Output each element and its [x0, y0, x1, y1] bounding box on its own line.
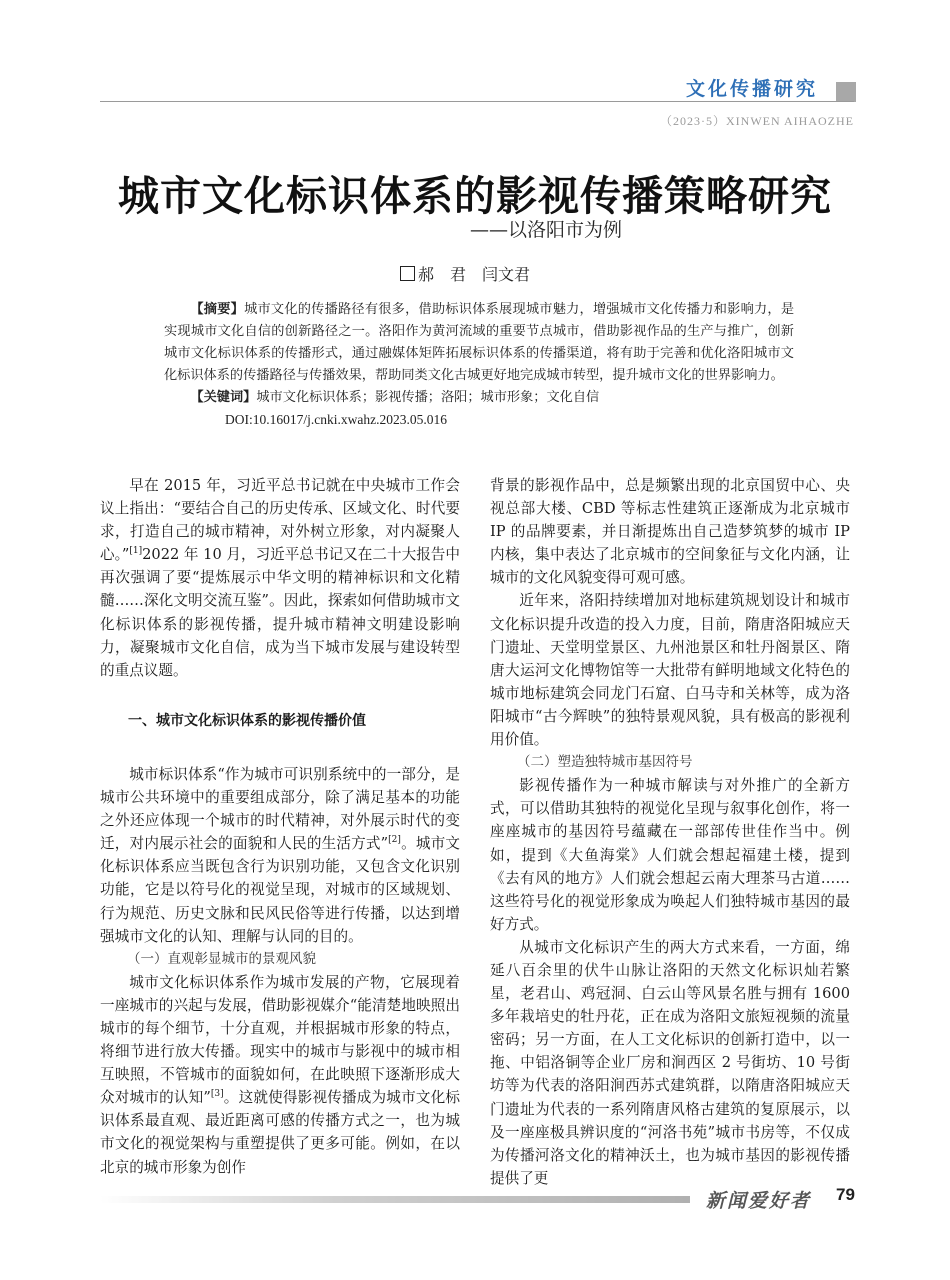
author-box-icon	[400, 266, 415, 281]
paragraph	[100, 474, 460, 682]
abstract-block	[164, 299, 794, 431]
section-heading: 一、城市文化标识体系的影视传播价值	[128, 712, 366, 729]
paragraph: 背景的影视作品中，总是频繁出现的北京国贸中心、央视总部大楼、CBD 等标志性建筑正逐渐成为北京城市 IP 的品牌要素，并日渐提炼出自己造梦筑梦的城市 IP 内核，集中表达了北京城市的空间象征与文化内涵，让城市的文化风貌变得可观可感。	[490, 477, 850, 587]
article-title: 城市文化标识体系的影视传播策略研究	[118, 172, 832, 220]
article-subtitle: ——以洛阳市为例	[470, 219, 623, 241]
citation-ref: [3]	[210, 1089, 224, 1100]
text-run: 。这就使得影视传播成为城市文化标识体系最直观、最近距离可感的传播方式之一，也为城市文化的视觉架构与重塑提供了更多可能。例如，在以北京的城市形象为创作	[100, 1089, 460, 1176]
journal-section-title: 文化传播研究	[685, 78, 818, 100]
paragraph: 从城市文化标识产生的两大方式来看，一方面，绵延八百余里的伏牛山脉让洛阳的天然文化标识灿若繁星，老君山、鸡冠洞、白云山等风景名胜与拥有 1600 多年栽培史的牡丹花，正在成为洛阳文旅短视频的流量密码；另一方面，在人工文化标识的创新打造中，以一拖、中铝洛铜等企业厂房和涧西区 2 号街坊、10 号街坊等为代表的洛阳涧西苏式建筑群，以隋唐洛阳城应天门遗址为代表的一系列隋唐风格古建筑的复原展示，以及一座座极具辨识度的“河洛书苑”城市书房等，不仅成为传播河洛文化的精神沃土，也为城市基因的影视传播提供了更	[490, 938, 850, 1187]
paragraph: 影视传播作为一种城市解读与对外推广的全新方式，可以借助其独特的视觉化呈现与叙事化创作，将一座座城市的基因符号蕴藏在一部部传世佳作当中。例如，提到《大鱼海棠》人们就会想起福建土楼，提到《去有风的地方》人们就会想起云南大理茶马古道……这些符号化的视觉形象成为唤起人们独特城市基因的最好方式。	[490, 777, 850, 933]
paragraph: 近年来，洛阳持续增加对地标建筑规划设计和城市文化标识提升改造的投入力度，目前，隋唐洛阳城应天门遗址、天堂明堂景区、九州池景区和牡丹阁景区、隋唐大运河文化博物馆等一大批带有鲜明地域文化特色的城市地标建筑会同龙门石窟、白马寺和关林等，成为洛阳城市“古今辉映”的独特景观风貌，具有极高的影视利用价值。	[490, 592, 850, 749]
journal-brand: 新闻爱好者	[706, 1190, 812, 1212]
header-square-marker	[836, 82, 856, 102]
author-names: 郝 君 闫文君	[418, 265, 531, 284]
abstract-text: 城市文化的传播路径有很多，借助标识体系展现城市魅力，增强城市文化传播力和影响力，是实现城市文化自信的创新路径之一。洛阳作为黄河流域的重要节点城市，借助影视作品的生产与推广，创新城市文化标识体系的传播形式，通过融媒体矩阵拓展标识体系的传播渠道，将有助于完善和优化洛阳城市文化标识体系的传播路径与传播效果，帮助同类文化古城更好地完成城市转型，提升城市文化的世界影响力。	[164, 302, 795, 383]
page-number: 79	[836, 1185, 855, 1204]
left-column	[100, 474, 460, 1179]
keywords-text: 城市文化标识体系；影视传播；洛阳；城市形象；文化自信	[256, 390, 600, 405]
text-run: 城市文化标识体系作为城市发展的产物，它展现着一座城市的兴起与发展，借助影视媒介“能清楚地映照出城市的每个细节，十分直观，并根据城市形象的特点，将细节进行放大传播。现实中的城市与影视中的城市相互映照，不管城市的面貌如何，在此映照下逐渐形成大众对城市的认知”	[100, 973, 460, 1107]
paragraph	[100, 971, 460, 1179]
keywords-label: 【关键词】	[190, 390, 257, 405]
subsection-heading: （二）塑造独特城市基因符号	[517, 754, 693, 771]
doi: DOI:10.16017/j.cnki.xwahz.2023.05.016	[225, 412, 447, 427]
article-authors	[400, 262, 530, 285]
abstract-paragraph	[164, 299, 794, 387]
keywords-line	[164, 387, 794, 409]
text-run: 2022 年 10 月，习近平总书记又在二十大报告中再次强调了要“提炼展示中华文明的精神标识和文化精髓……深化文明交流互鉴”。因此，探索如何借助城市文化标识体系的影视传播，提升城市精神文明建设影响力，凝聚城市文化自信，成为当下城市发展与建设转型的重点议题。	[100, 546, 460, 679]
citation-ref: [1]	[129, 546, 143, 557]
footer-bar	[100, 1196, 690, 1203]
right-column	[490, 474, 850, 1190]
abstract-label: 【摘要】	[190, 302, 245, 317]
paragraph	[100, 763, 460, 948]
header-divider	[100, 101, 854, 102]
citation-ref: [2]	[388, 835, 401, 846]
text-run: 早在 2015 年，习近平总书记就在中央城市工作会议上指出：“要结合自己的历史传承、区域文化、时代要求，打造自己的城市精神，对外树立形象，对内凝聚人心。”	[100, 477, 460, 564]
text-run: 。城市文化标识体系应当既包含行为识别功能，又包含文化识别功能，它是以符号化的视觉呈现，对城市的区域规划、行为规范、历史文脉和民风民俗等进行传播，以达到增强城市文化的认知、理解与认同的目的。	[100, 835, 460, 945]
journal-issue: （2023·5）XINWEN AIHAOZHE	[660, 114, 854, 128]
subsection-heading: （一）直观彰显城市的景观风貌	[127, 950, 316, 967]
text-run: 城市标识体系“作为城市可识别系统中的一部分，是城市公共环境中的重要组成部分，除了满足基本的功能之外还应体现一个城市的时代精神，对外展示时代的变迁，对内展示社会的面貌和人民的生活方式”	[100, 765, 460, 853]
